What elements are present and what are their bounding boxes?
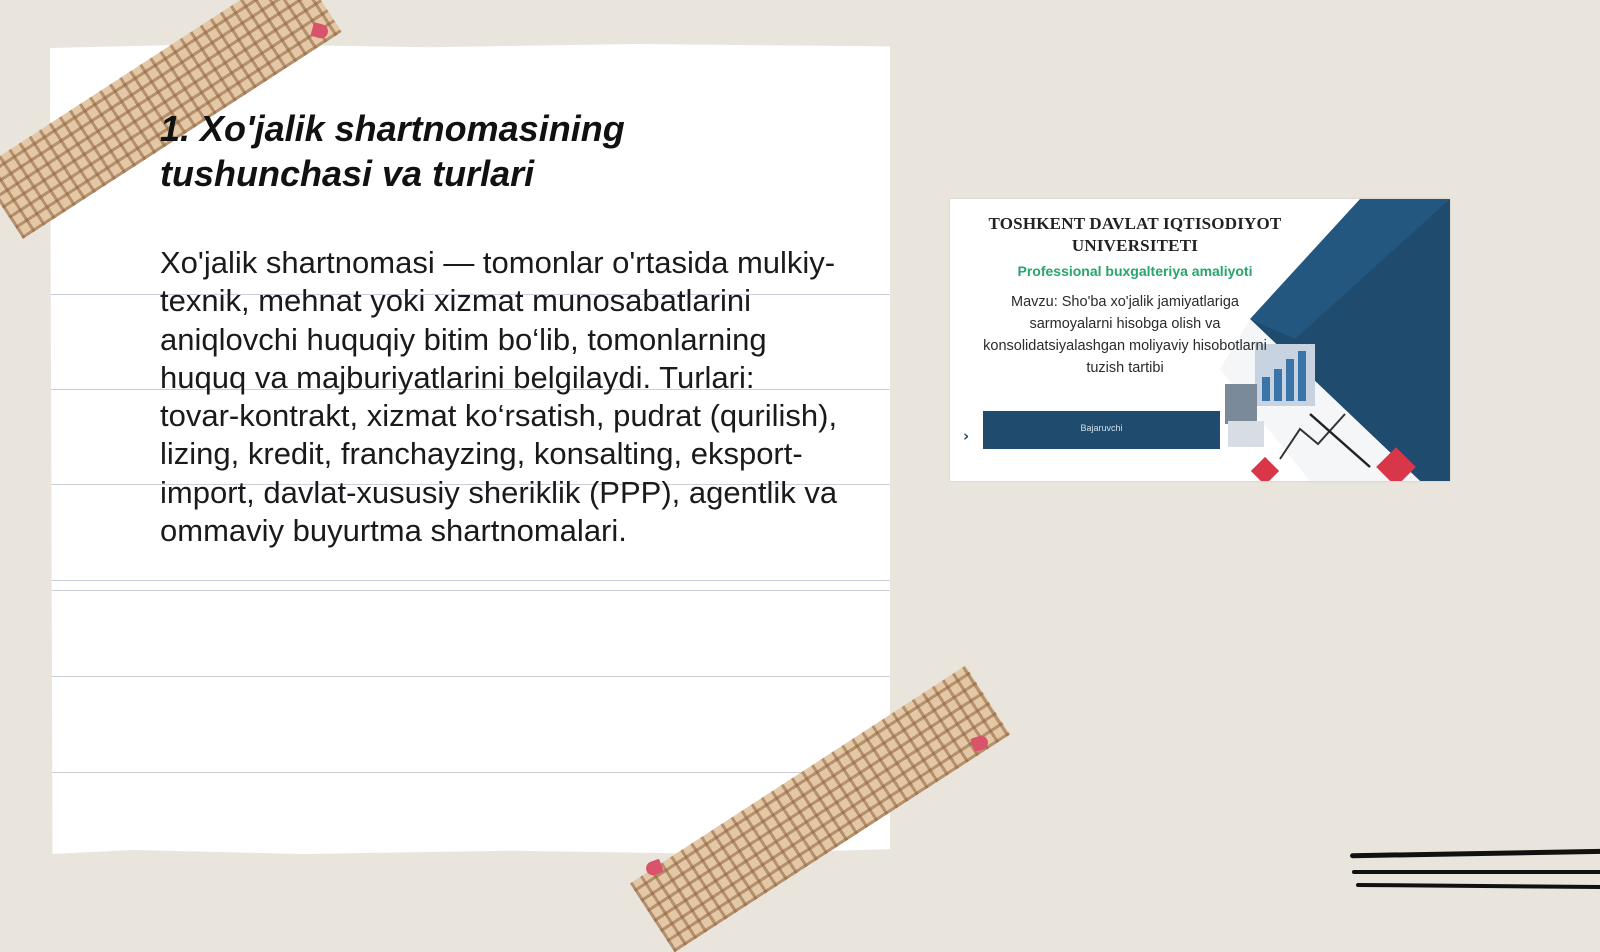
ruled-line xyxy=(50,772,890,773)
chevron-right-icon[interactable]: › xyxy=(963,427,970,445)
decorative-brush-stroke xyxy=(1352,870,1600,874)
presenter-button[interactable]: Bajaruvchi xyxy=(983,411,1220,449)
slide-title: 1. Xo'jalik shartnomasining tushunchasi va turlari xyxy=(160,108,625,194)
slide-body-text: Xo'jalik shartnomasi — tomonlar o'rtasida mulkiy-texnik, mehnat yoki xizmat munosabatlarini aniqlovchi huquqiy bitim bo‘lib, tomonlarning huquq va majburiyatlarini belgilaydi. Turlari: tovar-kontrakt, xizmat ko‘rsatish, pudrat (qurilish), lizing, kredit, franchayzing, konsalting, eksport-import, davlat-xususiy sheriklik (PPP), agentlik va ommaviy buyurtma shartnomalari. xyxy=(160,245,838,549)
ruled-line xyxy=(50,676,890,677)
ruled-line xyxy=(50,580,890,581)
presentation-thumbnail[interactable] xyxy=(950,199,1450,481)
decorative-brush-stroke xyxy=(1356,883,1600,889)
course-subject: Professional buxgalteriya amaliyoti xyxy=(1017,263,1253,279)
university-name: TOSHKENT DAVLAT IQTISODIYOT UNIVERSITETI xyxy=(988,214,1282,255)
decorative-brush-stroke xyxy=(1350,849,1600,859)
presentation-topic: Mavzu: Sho'ba xo'jalik jamiyatlariga sarmoyalarni hisobga olish va konsolidatsiyalashgan moliyaviy hisobotlarni tuzish tartibi xyxy=(983,294,1267,376)
